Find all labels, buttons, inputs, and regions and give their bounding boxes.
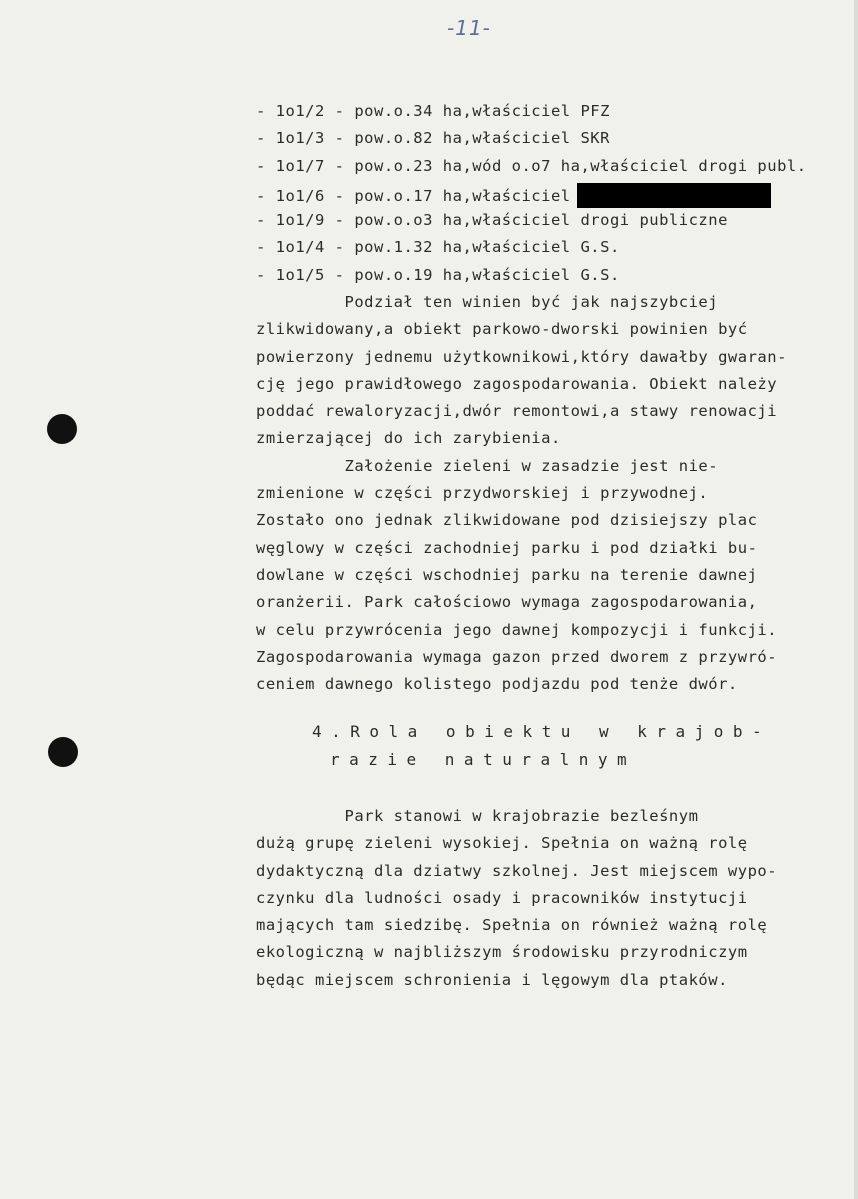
paragraph-line: Podział ten winien być jak najszybciej <box>256 293 719 311</box>
paragraph-line: w celu przywrócenia jego dawnej kompozycji i funkcji. <box>256 620 778 639</box>
page-number: -11- <box>447 16 491 40</box>
paragraph-line: Zostało ono jednak zlikwidowane pod dzisiejszy plac <box>256 511 758 530</box>
paragraph-line: zlikwidowany,a obiekt parkowo-dworski powinien być <box>256 320 748 339</box>
plot-item <box>256 156 846 183</box>
plot-text: - 1o1/5 - pow.o.19 ha,właściciel G.S. <box>256 265 620 284</box>
plot-text: - 1o1/7 - pow.o.23 ha,wód o.o7 ha,właściciel drogi publ. <box>256 156 807 175</box>
plot-text: - 1o1/4 - pow.1.32 ha,właściciel G.S. <box>256 238 620 257</box>
redaction-bar <box>577 183 771 208</box>
paragraph-line: ekologiczną w najbliższym środowisku przyrodniczym <box>256 943 748 962</box>
paragraph-line: ceniem dawnego kolistego podjazdu pod tenże dwór. <box>256 675 738 694</box>
plot-item <box>256 128 846 155</box>
plot-item <box>256 101 846 128</box>
punch-hole-bottom <box>48 737 78 767</box>
paragraph-line: oranżerii. Park całościowo wymaga zagospodarowania, <box>256 593 758 612</box>
plot-item <box>256 265 846 292</box>
paragraph-line: zmierzającej do ich zarybienia. <box>256 429 561 448</box>
paragraph-line: mających tam siedzibę. Spełnia on również ważną rolę <box>256 916 768 935</box>
paragraph-line: węglowy w części zachodniej parku i pod działki bu- <box>256 538 758 557</box>
paragraph-line: czynku dla ludności osady i pracowników instytucji <box>256 888 748 907</box>
paragraph-line: poddać rewaloryzacji,dwór remontowi,a stawy renowacji <box>256 402 778 421</box>
paragraph-line: Park stanowi w krajobrazie bezleśnym <box>256 807 699 825</box>
paragraph-line: cję jego prawidłowego zagospodarowania. Obiekt należy <box>256 374 778 393</box>
plot-text: - 1o1/6 - pow.o.17 ha,właściciel <box>256 186 571 205</box>
paragraph-line: będąc miejscem schronienia i lęgowym dla ptaków. <box>256 970 728 989</box>
plot-text: - 1o1/9 - pow.o.o3 ha,właściciel drogi publiczne <box>256 211 728 230</box>
section-heading-line-1: 4.Rola obiektu w krajob- <box>312 722 772 741</box>
paragraph-role <box>256 806 777 997</box>
paragraph-line: dydaktyczną dla dziatwy szkolnej. Jest miejscem wypo- <box>256 861 778 880</box>
punch-hole-top <box>47 414 77 444</box>
paragraph-line: powierzony jednemu użytkownikowi,który dawałby gwaran- <box>256 347 787 366</box>
paragraph-line: zmienione w części przydworskiej i przywodnej. <box>256 484 709 503</box>
paragraph-line: Zagospodarowania wymaga gazon przed dworem z przywró- <box>256 647 778 666</box>
plot-item <box>256 183 846 210</box>
paragraph-line: dowlane w części wschodniej parku na terenie dawnej <box>256 565 758 584</box>
plot-text: - 1o1/3 - pow.o.82 ha,właściciel SKR <box>256 129 610 148</box>
page-edge <box>854 0 858 1199</box>
paragraph-line: dużą grupę zieleni wysokiej. Spełnia on ważną rolę <box>256 834 748 853</box>
paragraph-division <box>256 292 787 701</box>
paragraph-line: Założenie zieleni w zasadzie jest nie- <box>256 456 719 475</box>
section-heading-line-2: razie naturalnym <box>330 750 637 769</box>
plot-item <box>256 210 846 237</box>
plot-text: - 1o1/2 - pow.o.34 ha,właściciel PFZ <box>256 102 610 120</box>
plot-list <box>256 101 846 292</box>
plot-item <box>256 237 846 264</box>
